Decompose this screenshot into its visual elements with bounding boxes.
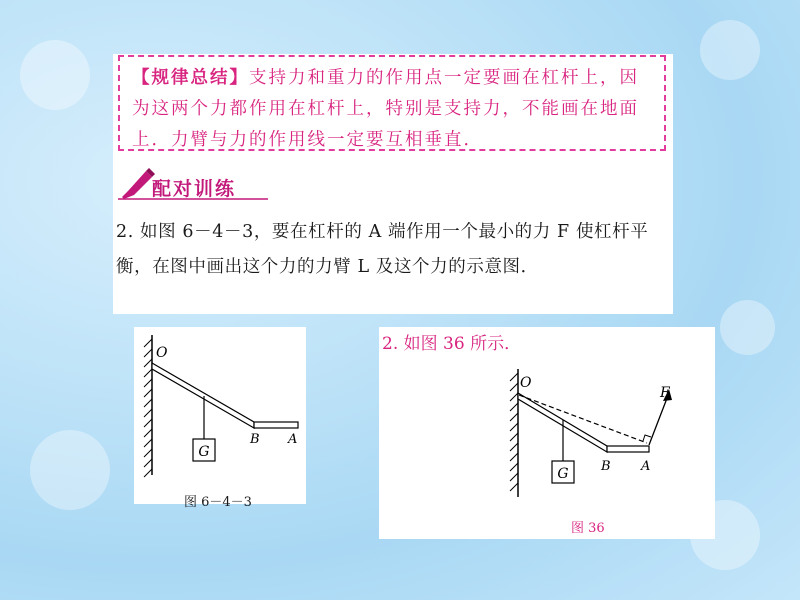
wall-hatch xyxy=(510,373,518,491)
rule-summary-box xyxy=(118,55,666,151)
lever-end xyxy=(607,446,649,452)
rule-summary-tag: 【规律总结】 xyxy=(132,68,249,88)
label-b: B xyxy=(250,432,260,447)
figure-left-caption: 图 6－4－3 xyxy=(184,495,252,510)
label-a: A xyxy=(641,459,651,474)
background-bokeh xyxy=(20,40,90,110)
label-b: B xyxy=(601,459,611,474)
label-f: F xyxy=(660,385,670,401)
lever-diagram xyxy=(134,327,306,504)
rule-summary-text: 支持力和重力的作用点一定要画在杠杆上，因为这两个力都作用在杠杆上，特别是支持力，不能画在地面上．力臂与力的作用线一定要互相垂直． xyxy=(132,68,639,150)
answer-title: 2. 如图 36 所示． xyxy=(382,334,522,354)
lever-arm xyxy=(152,363,254,428)
background-bokeh xyxy=(30,430,110,510)
label-g: G xyxy=(557,466,569,482)
right-angle-mark xyxy=(643,435,651,441)
figure-left xyxy=(134,327,306,510)
background-bokeh xyxy=(700,20,760,80)
wall-hatch xyxy=(144,339,152,477)
problem-text: 2. 如图 6－4－3，要在杠杆的 A 端作用一个最小的力 F 使杠杆平衡，在图中画出这个力的力臂 L 及这个力的示意图． xyxy=(116,222,649,277)
label-o: O xyxy=(520,375,532,391)
label-g: G xyxy=(198,444,210,460)
background-bokeh xyxy=(720,300,775,355)
section-title: 配对训练 xyxy=(152,178,237,200)
figure-right-caption: 图 36 xyxy=(571,521,605,536)
lever-answer-diagram xyxy=(379,327,715,539)
label-a: A xyxy=(288,432,298,447)
lever-end xyxy=(254,422,298,428)
figure-right xyxy=(379,327,715,539)
label-o: O xyxy=(156,345,168,361)
